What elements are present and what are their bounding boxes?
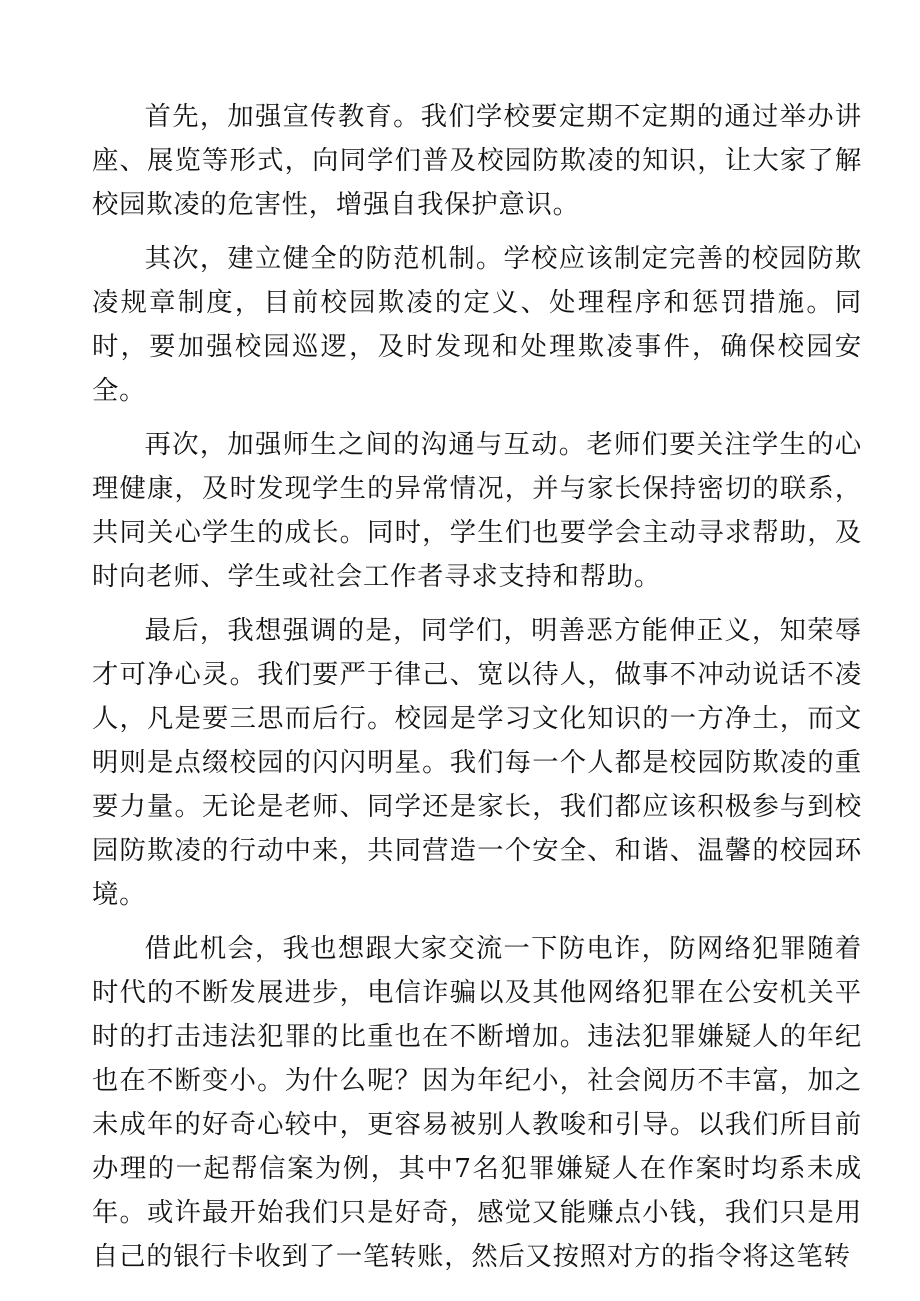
paragraph-teacher-student-communication: 再次，加强师生之间的沟通与互动。老师们要关注学生的心理健康，及时发现学生的异常情况，并与家长保持密切的联系，共同关心学生的成长。同时，学生们也要学会主动寻求帮助，及时向老师、学生或社会工作者寻求支持和帮助。 [92,430,862,592]
paragraph-anti-fraud: 借此机会，我也想跟大家交流一下防电诈，防网络犯罪随着时代的不断发展进步，电信诈骗以及其他网络犯罪在公安机关平时的打击违法犯罪的比重也在不断增加。违法犯罪嫌疑人的年纪也在不断变小。为什么呢？因为年纪小，社会阅历不丰富，加之未成年的好奇心较中，更容易被别人教唆和引导。以我们所目前办理的一起帮信案为例，其中7名犯罪嫌疑人在作案时均系未成年。或许最开始我们只是好奇，感觉又能赚点小钱，我们只是用自己的银行卡收到了一笔转账，然后又按照对方的指令将这笔转 [92,934,862,1272]
document-body [92,95,862,1289]
paragraph-publicity-education: 首先，加强宣传教育。我们学校要定期不定期的通过举办讲座、展览等形式，向同学们普及校园防欺凌的知识，让大家了解校园欺凌的危害性，增强自我保护意识。 [92,102,862,220]
paragraph-prevention-mechanism: 其次，建立健全的防范机制。学校应该制定完善的校园防欺凌规章制度，目前校园欺凌的定义、处理程序和惩罚措施。同时，要加强校园巡逻，及时发现和处理欺凌事件，确保校园安全。 [92,244,862,406]
paragraph-conclusion: 最后，我想强调的是，同学们，明善恶方能伸正义，知荣辱才可净心灵。我们要严于律己、宽以待人，做事不冲动说话不凌人，凡是要三思而后行。校园是学习文化知识的一方净土，而文明则是点缀校园的闪闪明星。我们每一个人都是校园防欺凌的重要力量。无论是老师、同学还是家长，我们都应该积极参与到校园防欺凌的行动中来，共同营造一个安全、和谐、温馨的校园环境。 [92,616,862,910]
